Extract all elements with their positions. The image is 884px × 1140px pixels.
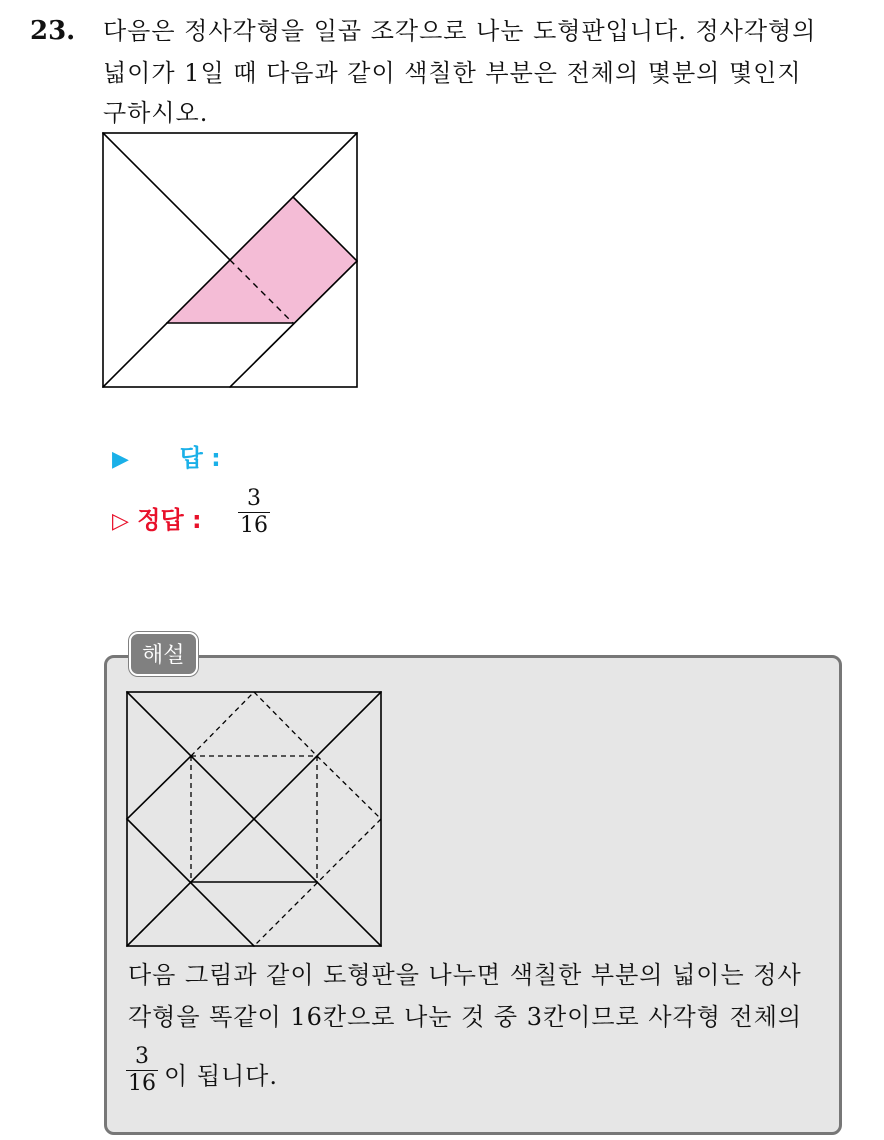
- dashed-guide: [127, 882, 191, 946]
- correct-answer-fraction: [238, 486, 270, 539]
- explanation-fraction: [126, 1044, 158, 1097]
- question-line-1: 다음은 정사각형을 일곱 조각으로 나눈 도형판입니다. 정사각형의: [103, 17, 817, 45]
- correct-answer-label: 정답 :: [137, 506, 202, 534]
- explanation-line-2: 각형을 똑같이 16칸으로 나눈 것 중 3칸이므로 사각형 전체의: [128, 1003, 803, 1031]
- question-line-3: 구하시오.: [103, 99, 209, 127]
- fraction-numerator: 3: [135, 1044, 149, 1069]
- tangram-edge: [103, 133, 230, 260]
- dashed-guide: [254, 692, 317, 756]
- fraction-denominator: 16: [240, 513, 268, 538]
- question-number: 23.: [30, 16, 76, 46]
- explanation-tail: 이 됩니다.: [164, 1062, 278, 1090]
- shaded-region: [167, 197, 357, 323]
- fraction-denominator: 16: [128, 1071, 156, 1096]
- tangram-figure: [102, 132, 358, 390]
- tangram-edge: [127, 756, 191, 819]
- answer-label: 답 :: [179, 444, 221, 472]
- question-line-2: 넓이가 1일 때 다음과 같이 색칠한 부분은 전체의 몇분의 몇인지: [103, 59, 802, 87]
- dashed-guide: [191, 692, 254, 756]
- explanation-figure: [125, 690, 383, 950]
- outline-arrow-icon: ▷: [112, 509, 129, 534]
- answer-row: [112, 438, 221, 473]
- correct-answer-row: [112, 500, 202, 535]
- dashed-guide: [317, 756, 381, 819]
- explanation-tab: 해설: [129, 632, 198, 676]
- fraction-numerator: 3: [247, 486, 261, 511]
- explanation-line-1: 다음 그림과 같이 도형판을 나누면 색칠한 부분의 넓이는 정사: [128, 961, 802, 989]
- play-arrow-icon: ▶: [112, 447, 129, 472]
